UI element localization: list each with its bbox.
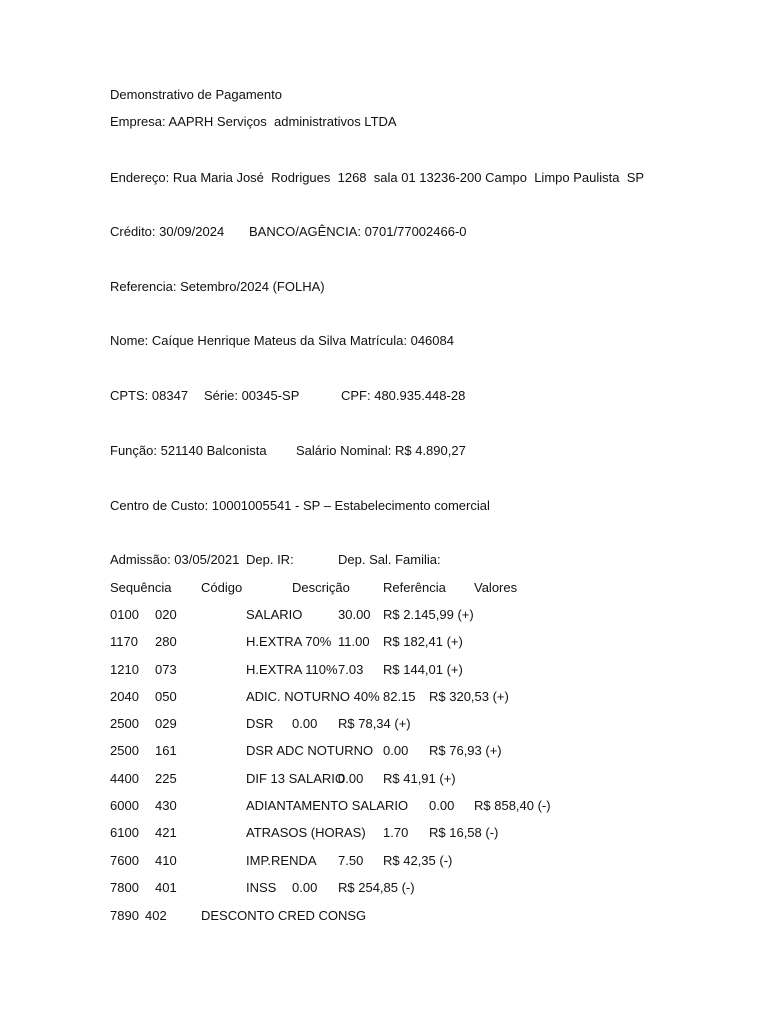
row-description: IMP.RENDA [246,853,317,868]
row-sequence: 1170 [110,634,138,649]
company-address: Endereço: Rua Maria José Rodrigues 1268 sala 01 13236-200 Campo Limpo Paulista SP [110,170,645,185]
document-title: Demonstrativo de Pagamento [110,87,282,102]
row-sequence: 0100 [110,607,139,622]
cost-center: Centro de Custo: 10001005541 - SP – Estabelecimento comercial [110,498,490,513]
row-reference: 1.70 [383,825,409,840]
nominal-salary: Salário Nominal: R$ 4.890,27 [296,443,466,458]
cpts-number: CPTS: 08347 [110,388,189,403]
row-description: INSS [246,880,277,895]
row-reference: 0.00 [429,798,455,813]
row-description: DSR ADC NOTURNO [246,743,374,758]
row-sequence: 2500 [110,716,139,731]
row-code: 402 [145,908,167,923]
employee-name: Nome: Caíque Henrique Mateus da Silva Matrícula: 046084 [110,333,454,348]
credit-date: Crédito: 30/09/2024 [110,224,225,239]
row-code: 430 [155,798,177,813]
row-sequence: 1210 [110,662,139,677]
row-sequence: 7600 [110,853,139,868]
row-value: R$ 144,01 (+) [383,662,463,677]
row-sequence: 4400 [110,771,139,786]
header-code: Código [201,580,243,595]
row-description: DIF 13 SALARIO [246,771,345,786]
job-function: Função: 521140 Balconista [110,443,267,458]
row-reference: 0.00 [292,716,318,731]
admission-date: Admissão: 03/05/2021 [110,552,240,567]
row-reference: 30.00 [338,607,371,622]
row-code: 020 [155,607,177,622]
header-sequence: Sequência [110,580,172,595]
row-reference: 7.50 [338,853,364,868]
row-description: DESCONTO CRED CONSG [201,908,367,923]
row-reference: 7.03 [338,662,364,677]
row-sequence: 6100 [110,825,139,840]
row-sequence: 7800 [110,880,139,895]
row-description: ADIANTAMENTO SALARIO [246,798,409,813]
row-value: R$ 42,35 (-) [383,853,453,868]
row-code: 280 [155,634,177,649]
company-name: Empresa: AAPRH Serviços administrativos LTDA [110,114,397,129]
row-description: H.EXTRA 70% [246,634,332,649]
row-value: R$ 41,91 (+) [383,771,456,786]
row-code: 421 [155,825,177,840]
row-value: R$ 858,40 (-) [474,798,551,813]
row-code: 029 [155,716,177,731]
row-code: 225 [155,771,177,786]
row-reference: 11.00 [338,634,370,649]
cpts-series: Série: 00345-SP [204,388,300,403]
header-reference: Referência [383,580,446,595]
row-value: R$ 16,58 (-) [429,825,499,840]
row-code: 401 [155,880,177,895]
row-description: SALARIO [246,607,303,622]
row-value: R$ 182,41 (+) [383,634,463,649]
bank-agency: BANCO/AGÊNCIA: 0701/77002466-0 [249,224,467,239]
row-value: R$ 78,34 (+) [338,716,411,731]
row-sequence: 2500 [110,743,139,758]
row-code: 073 [155,662,177,677]
header-description: Descrição [292,580,350,595]
row-description: ATRASOS (HORAS) [246,825,366,840]
row-reference: 0.00 [338,771,364,786]
cpf-number: CPF: 480.935.448-28 [341,388,466,403]
row-reference: 0.00 [292,880,318,895]
dependents-family-salary: Dep. Sal. Familia: [338,552,441,567]
row-description: H.EXTRA 110% [246,662,338,677]
row-value: R$ 2.145,99 (+) [383,607,474,622]
row-sequence: 7890 [110,908,139,923]
row-code: 161 [155,743,177,758]
dependents-ir: Dep. IR: [246,552,294,567]
row-description: DSR [246,716,274,731]
row-reference: 82.15 [383,689,416,704]
row-value: R$ 76,93 (+) [429,743,502,758]
row-reference: 0.00 [383,743,409,758]
header-values: Valores [474,580,518,595]
row-sequence: 2040 [110,689,139,704]
reference-period: Referencia: Setembro/2024 (FOLHA) [110,279,325,294]
row-description: ADIC. NOTURNO 40% [246,689,380,704]
row-value: R$ 254,85 (-) [338,880,415,895]
row-sequence: 6000 [110,798,139,813]
row-code: 050 [155,689,177,704]
row-code: 410 [155,853,177,868]
row-value: R$ 320,53 (+) [429,689,509,704]
